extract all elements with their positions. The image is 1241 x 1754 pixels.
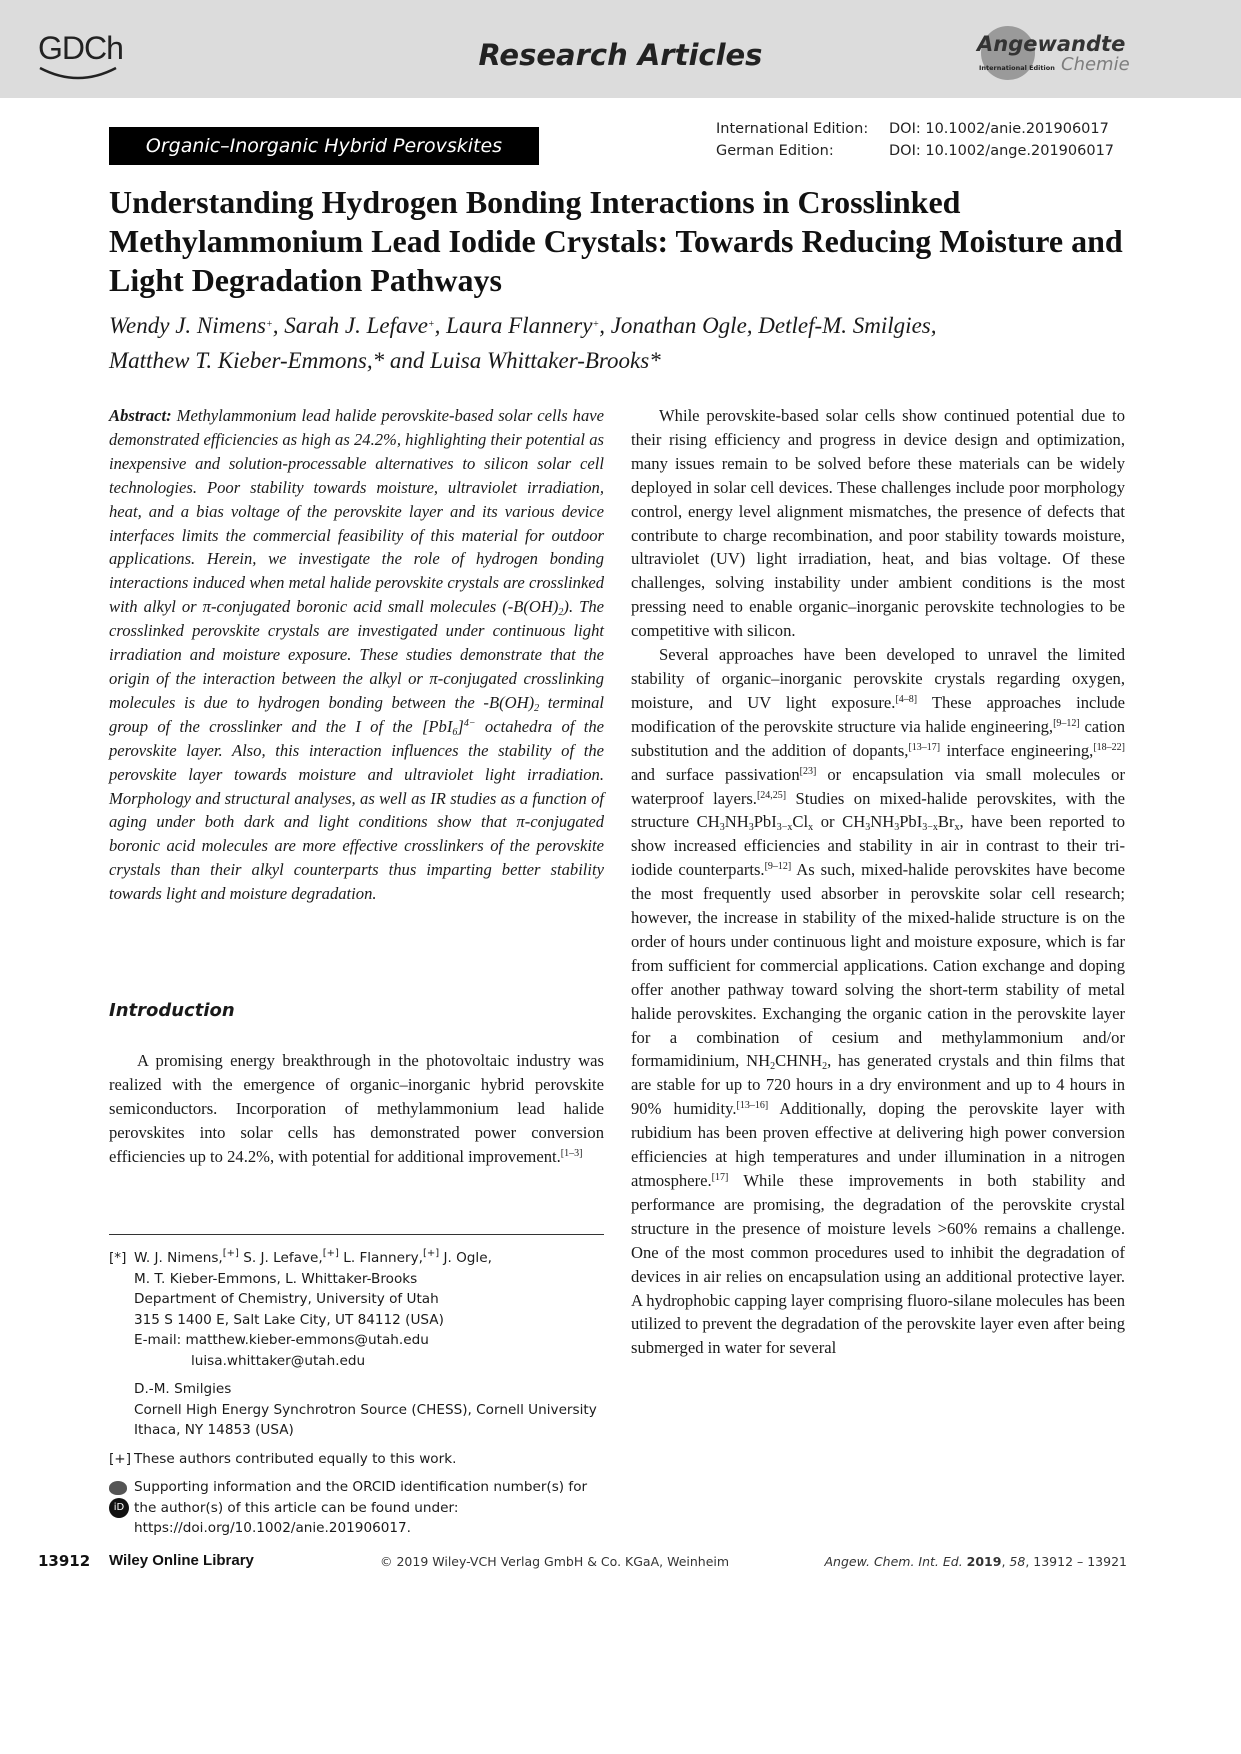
author-mark: + xyxy=(592,319,600,330)
footnote-line: Cornell High Energy Synchrotron Source (CHESS), Cornell University xyxy=(134,1401,597,1418)
footnote-line: Department of Chemistry, University of Utah xyxy=(134,1291,439,1307)
footnote-supporting-info xyxy=(109,1477,609,1539)
body-paragraph xyxy=(631,643,1125,1360)
right-column xyxy=(631,404,1125,1360)
journal-pages: 13912 – 13921 xyxy=(1033,1554,1127,1569)
abstract xyxy=(109,404,604,906)
intro-heading: Introduction xyxy=(109,1000,235,1021)
subscript: 2 xyxy=(558,607,564,619)
subscript: 3 xyxy=(865,822,871,834)
body-text: interface engineering, xyxy=(940,740,1094,760)
supporting-info-icon[interactable] xyxy=(109,1481,127,1495)
footnote-line: Ithaca, NY 14853 (USA) xyxy=(134,1422,294,1438)
citation-ref[interactable]: [18–22] xyxy=(1093,741,1125,753)
logo-sub: Chemie xyxy=(1061,54,1130,75)
body-text: Br xyxy=(937,812,955,832)
citation-ref[interactable]: [1–3] xyxy=(560,1147,583,1159)
citation-ref[interactable]: [9–12] xyxy=(1053,717,1080,729)
superscript: [+] xyxy=(322,1248,339,1259)
citation-ref[interactable]: [13–17] xyxy=(908,741,941,753)
page-footer xyxy=(0,1552,1241,1576)
subscript: 6 xyxy=(452,726,458,738)
footnote-text: S. J. Lefave, xyxy=(238,1250,323,1266)
intro-paragraph xyxy=(109,1049,604,1169)
author-mark: + xyxy=(265,319,273,330)
footnote-marker: [*] xyxy=(109,1250,127,1266)
doi-label: International Edition: xyxy=(716,121,869,137)
supporting-info-link[interactable]: https://doi.org/10.1002/anie.201906017. xyxy=(134,1520,412,1536)
body-text: , have been reported to show increased efficiencies and stability in air in contrast to their tri-iodide counterparts. xyxy=(631,812,1125,880)
subscript: 3 xyxy=(748,822,754,834)
subscript: 3−x xyxy=(776,822,793,834)
spacer xyxy=(134,1371,609,1379)
body-text: Studies on mixed-halide perovskites, with the structure CH xyxy=(631,788,1125,832)
footnote-authors xyxy=(134,1248,609,1269)
doi-block xyxy=(716,118,1136,162)
body-text: NH xyxy=(870,812,895,832)
footnote-line: M. T. Kieber-Emmons, L. Whittaker-Brooks xyxy=(134,1270,418,1287)
citation-ref[interactable]: [24,25] xyxy=(756,789,787,801)
footnote-email[interactable]: E-mail: matthew.kieber-emmons@utah.edu xyxy=(134,1332,429,1348)
citation-ref[interactable]: [4–8] xyxy=(895,693,918,705)
journal-citation: Angew. Chem. Int. Ed. 2019, 58, 13912 – 13921 xyxy=(824,1554,1127,1569)
body-text: NH xyxy=(724,812,749,832)
author-name: Wendy J. Nimens xyxy=(109,313,266,338)
author-name: Detlef-M. Smilgies xyxy=(758,313,931,338)
footnote-text: L. Flannery, xyxy=(338,1250,423,1266)
body-text: Additionally, doping the perovskite layer with rubidium has been proven effective at delivering high power conversion efficiencies at high temperatures and under illumination in a nitrogen atmosphere. xyxy=(631,1099,1125,1190)
body-text: or CH xyxy=(813,812,866,832)
logo-name: Angewandte xyxy=(977,32,1126,56)
footnote-text: J. Ogle, xyxy=(439,1250,492,1266)
body-text: CHNH xyxy=(775,1051,823,1071)
body-text: or encapsulation via small molecules or waterproof layers. xyxy=(631,764,1125,808)
superscript: [+] xyxy=(222,1248,239,1259)
superscript: 4− xyxy=(463,717,476,729)
body-text: and surface passivation xyxy=(631,764,800,784)
footnote-body xyxy=(134,1248,609,1441)
author-name: Luisa Whittaker-Brooks xyxy=(430,348,650,373)
author-name: Jonathan Ogle xyxy=(610,313,747,338)
body-text: These approaches include modification of the perovskite structure via halide engineering, xyxy=(631,692,1125,736)
doi-label: German Edition: xyxy=(716,143,834,159)
page-number: 13912 xyxy=(38,1552,91,1570)
body-paragraph: While perovskite-based solar cells show continued potential due to their rising efficiency and progress in device design and optimization, many issues remain to be solved before these materials can be widely deployed in solar cell devices. These challenges include poor morphology control, energy level alignment mismatches, the presence of defects that contribute to charge recombination, and poor stability towards moisture, ultraviolet (UV) light irradiation, heat, and bias voltage. Of these challenges, solving instability under ambient conditions is the most pressing need to enable organic–inorganic perovskite technologies to be competitive with silicon. xyxy=(631,406,1125,641)
author-name: Laura Flannery xyxy=(446,313,593,338)
doi-row xyxy=(716,118,1136,140)
footnote-marker: [+] xyxy=(109,1450,131,1467)
author-mark: + xyxy=(427,319,435,330)
author-name: Sarah J. Lefave xyxy=(284,313,428,338)
citation-ref[interactable]: [13–16] xyxy=(736,1100,769,1112)
footnote-line: 315 S 1400 E, Salt Lake City, UT 84112 (USA) xyxy=(134,1311,444,1328)
subscript: x xyxy=(808,822,814,834)
abstract-text: ] xyxy=(457,716,464,736)
body-text: PbI xyxy=(753,812,777,832)
footnotes xyxy=(109,1248,609,1539)
footnote-email[interactable]: luisa.whittaker@utah.edu xyxy=(191,1352,366,1369)
body-text: , has generated crystals and thin films that are stable for up to 720 hours in a dry environment and up to 4 hours in 90% humidity. xyxy=(631,1051,1126,1119)
journal-volume: 58 xyxy=(1009,1554,1026,1569)
footnote-line: D.-M. Smilgies xyxy=(134,1381,232,1397)
section-title: Research Articles xyxy=(478,38,763,72)
subscript: 3 xyxy=(894,822,900,834)
citation-ref[interactable]: [23] xyxy=(799,765,817,777)
author-name: Matthew T. Kieber-Emmons xyxy=(109,348,367,373)
abstract-label: Abstract: xyxy=(109,406,172,425)
journal-name: Angew. Chem. Int. Ed. xyxy=(824,1554,963,1569)
body-text: Cl xyxy=(792,812,809,832)
subscript: 2 xyxy=(822,1061,828,1073)
doi-link[interactable]: DOI: 10.1002/anie.201906017 xyxy=(889,121,1109,137)
spacer xyxy=(109,1469,609,1477)
subscript: 2 xyxy=(534,702,540,714)
footnote-icons xyxy=(109,1477,129,1518)
subscript: 3−x xyxy=(922,822,938,834)
citation-ref[interactable]: [17] xyxy=(711,1172,729,1183)
superscript: [+] xyxy=(422,1248,440,1259)
copyright-notice: © 2019 Wiley-VCH Verlag GmbH & Co. KGaA, Weinheim xyxy=(380,1554,730,1569)
footnote-line: These authors contributed equally to this work. xyxy=(134,1450,457,1467)
body-text: Several approaches have been developed to unravel the limited stability of organic–inorganic perovskite crystals regarding oxygen, moisture, and UV light exposure. xyxy=(631,645,1125,712)
subscript: 3 xyxy=(719,822,725,834)
abstract-text: ). The crosslinked perovskite crystals are investigated under continuous light irradiation and moisture exposure. These studies demonstrate that the origin of the interaction between the alkyl or π-conjugated crosslinking molecules is due to hydrogen bonding between the -B(OH) xyxy=(109,597,605,712)
wiley-online-library-link[interactable]: Wiley Online Library xyxy=(109,1552,254,1569)
footnote-line: Supporting information and the ORCID identification number(s) for xyxy=(134,1479,588,1495)
footnote-equal-contribution xyxy=(109,1449,609,1470)
abstract-text: terminal group of the crosslinker and the I of the [PbI xyxy=(109,692,604,736)
citation-ref[interactable]: [9–12] xyxy=(764,861,792,873)
category-label: Organic–Inorganic Hybrid Perovskites xyxy=(109,127,539,165)
spacer xyxy=(109,1441,609,1449)
footnote-text: W. J. Nimens, xyxy=(134,1250,223,1266)
subscript: 2 xyxy=(770,1061,776,1073)
abstract-text: Methylammonium lead halide perovskite-based solar cells have demonstrated efficiencies as high as 24.2%, highlighting their potential as inexpensive and solution-processable alternatives to silicon solar cell technologies. Poor stability towards moisture, ultraviolet irradiation, heat, and a bias voltage of the perovskite layer and its various device interfaces limits the commercial feasibility of this material for outdoor applications. Herein, we investigate the role of hydrogen bonding interactions induced when metal halide perovskite crystals are crosslinked with alkyl or π-conjugated boronic acid small molecules (-B(OH) xyxy=(109,406,604,617)
footnote-line: the author(s) of this article can be found under: xyxy=(134,1499,459,1516)
doi-link[interactable]: DOI: 10.1002/ange.201906017 xyxy=(889,143,1115,159)
body-text: While these improvements in both stability and performance are promising, the degradation of the perovskite crystal structure in the presence of moisture levels >60% remains a challenge. One of the most common procedures used to inhibit the degradation of devices in air relies on encapsulation using an additional protective layer. A hydrophobic capping layer comprising fluoro-silane molecules has been utilized to prevent the degradation of the perovskite layer even after being submerged in water for several xyxy=(631,1171,1125,1358)
angewandte-logo xyxy=(955,22,1145,82)
orcid-icon[interactable]: iD xyxy=(109,1498,129,1518)
doi-row xyxy=(716,140,1136,162)
intro-text: A promising energy breakthrough in the photovoltaic industry was realized with the emergence of organic–inorganic hybrid perovskite semiconductors. Incorporation of methylammonium lead halide perovskites into solar cells has demonstrated power conversion efficiencies up to 24.2%, with potential for additional improvement. xyxy=(109,1051,604,1166)
author-mark: * xyxy=(649,348,661,373)
body-text: PbI xyxy=(899,812,923,832)
footnote-affiliations xyxy=(109,1248,609,1441)
author-list: Wendy J. Nimens+, Sarah J. Lefave+, Laura Flannery+, Jonathan Ogle, Detlef-M. Smilgies, Matthew T. Kieber-Emmons,* and Luisa Whittaker-Brooks* xyxy=(109,313,937,373)
abstract-text: octahedra of the perovskite layer. Also, this interaction influences the stability of the perovskite layer towards moisture and ultraviolet light irradiation. Morphology and structural analyses, as well as IR studies as a function of aging under both dark and light conditions show that π-conjugated boronic acid molecules are more effective crosslinkers of the perovskite crystals than their alkyl counterparts thus imparting better stability towards light and moisture degradation. xyxy=(109,716,604,904)
header-band xyxy=(0,0,1241,98)
logo-edition: International Edition xyxy=(979,64,1055,72)
body-text: As such, mixed-halide perovskites have become the most frequently used absorber in perovskite solar cell research; however, the increase in stability of the mixed-halide structure is on the order of hours under continuous light and moisture exposure, which is far from sufficient for commercial applications. Cation exchange and doping offer another pathway toward solving the short-term stability of metal halide perovskites. Exchanging the organic cation in the perovskite layer for a combination of cesium and methylammonium and/or formamidinium, NH xyxy=(631,860,1125,1071)
journal-year: 2019 xyxy=(966,1554,1002,1569)
author-mark: * xyxy=(372,348,385,373)
gdch-logo-text: GDCh xyxy=(38,30,123,66)
subscript: x xyxy=(954,822,960,834)
body-text: cation substitution and the addition of dopants, xyxy=(631,716,1125,760)
article-title: Understanding Hydrogen Bonding Interactions in Crosslinked Methylammonium Lead Iodide Crystals: Towards Reducing Moisture and Light Degradation Pathways xyxy=(109,184,1123,298)
footnote-divider xyxy=(109,1234,604,1235)
